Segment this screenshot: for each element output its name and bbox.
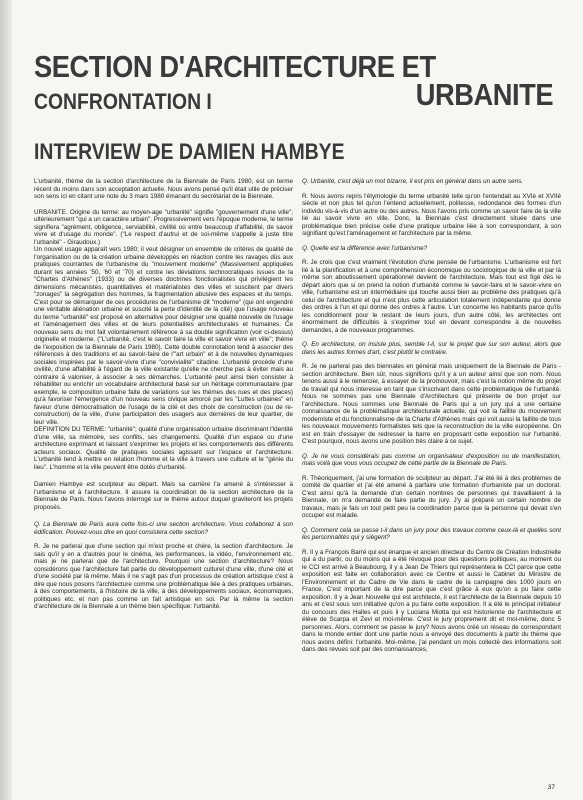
section-title-continued: URBANITE xyxy=(415,77,553,112)
answer-3: R. Je crois que c'est vraiment l'évolution d'une pensée de l'urbanisme. L'urbanisme est fort lié à la planification et à une compréhension économique ou sociologique de la ville et par là même son aboutissement opérationnel devient de l'architecture. Mais tout est figé dès le départ alors que si on prend la notion d'urbanité comme le savoir-faire et le savoir-vivre en ville, l'urbanisme est un intermédiaire qui touche aussi bien au problème des pratiques qu'à celui de l'architecture et qui n'est plus cette articulation totalement indépendante qui donne des ordres à l'un et qui donne des ordres à l'autre. L'un concerne les habitants parce qu'ils les conditionnent pour le restant de leurs jours, d'un autre côté, les architectes ont énormément de difficultés à s'exprimer tout en devant correspondre à de nouvelles demandes, à de nouveaux programmes. xyxy=(302,259,561,334)
page-number: 37 xyxy=(547,784,555,791)
answer-6: R. Il y a François Barré qui est énarque et ancien directeur du Centre de Création Industrielle qui a du partir, ou du moins qui a été révoqué pour des questions politiques, au moment ou le CCI est arrivé à Beaubourg, il y a Jean De Thiers qui représentera le CCI parce que cette exposition est faite en collaboration avec ce Centre et aussi le Cabinet du Ministre de l'Environnement et du Cadre de Vie dans le cadre de la campagne des 1000 jours en France, C'est important de la dire parce que c'est grâce à eux qu'on a pu faire cette exposition. Il y a Jean Nouvelle qui est architecte, il est l'architecte de la Biennale depuis 10 ans et c'est sous son initiative qu'on a pu faire cette exposition. Il a été le principal initiateur du concours des Halles et puis il y Luciana Miotta qui est historienne de l'architecture et élève de Scarpa et Zevi et moi-même. C'est le jury proprement dit et moi-même, donc 5 personnes. Alors, comment se passe le jury? Nous avons créé un réseau de correspondant dans le monde entier dont une partie nous a envoyé des documents à partir du thème que nous avons défini: l'urbanité. Moi-même, j'ai pendant un mois collecté des informations soit dans des revues soit par des connaissances, xyxy=(302,548,561,653)
definition-usage-paragraph: Un nouvel usage apparaît vers 1980; il veut désigner un ensemble de critères de qualité de l'organisation ou de la création urbaine développés en réaction contre les ravages dûs aux pratiques courrantes de l'urbanisme du "mouvement moderne" (Massivement appliquées durant les années '50, '60 et '70) et contre les déviations technocratiques issues de la "Chartes d'Athènes" (1933) ou de diverses doctrines fonctionalistes qui privilégient les dimensions mécanistes, quantitatives et matérialistes des villes et suscitent par divers "zonages" la ségrégation des hommes, la fragmentation abusive des espaces et du temps. C'est pour se démarquer de ces procédures de l'urbanisme dit "moderne" (qui ont engendré une véritable aliénation urbaine et suscité la perte d'identité de la cité) que l'usage nouveau du terme "urbanité" est proposé en alternative pour désigner une qualité nouvelle de l'usage et l'aménagement des villes et de leurs potentialités architecturales et humaines. Ce nouveau sens du mot fait volontairement référence à sa double signification (voir ci-dessus) originelle et moderne. ("L'urbanité, c'est le savoir faire la ville et savoir vivre en ville"; thème de l'exposition de la Biennale de Paris 1980). Cette double connotation tend à associer des références à des traditions et au savoir-faire de l'"art urbain" et à de nouvelles dynamiques sociales inspirées par le savoir-vivre d'une "convivialité" citadine. L'urbanité procède d'une civilité, d'une affabilité à l'égard de la ville existante qu'elle ne cherche pas à éviter mais au contraire à valoriser, à associer à ses démarches. L'urbanité peut ainsi bien consister à réhabiliter ou enrichir un vocabulaire architectural basé sur un héritage communautaire (par exemple, le composition urbaine faite de variations sur les thèmes des rues et des places) qu'à favoriser l'émergence d'un nouveau sens civique amorcé par les "Luttes urbaines" en faveur d'une démocratisation de l'usage de la cité et des choix de construction (ou de re-construction) de la ville, d'une participation des usagers aux dernières de leur quartier, de leur ville. xyxy=(34,246,293,426)
definition-origin-paragraph: URBANITE. Origine du terme: au moyen-age "urbanité" signifie "gouvernement d'une ville"; ultérieurement "qui a un caractère urbain". Progressivement vers l'époque moderne, le terme signifiera "agrément, obligence, serviabilité, civilité où entre beaucoup d'affabilité, de savoir vivre et d'usage du monde". ("Le respect d'autrui et de soi-même s'appelle à juste titre l'urbanité" - Giraudoux.) xyxy=(34,208,293,246)
answer-2: R. Nous avons repris l'étymologie du terme urbanité telle qu'on l'entendait au XVIè et XVIIè siècle et non plus tel qu'on l'entend actuellement, politesse, redondance des formes d'un individu vis-à-vis d'un autre ou des autres. Nous l'avons pris comme un savoir faire de la ville lié au savoir vivre en ville. Donc, la Biennale c'est directement située dans une problématique bien précise celle d'une pratique urbaine liée à son correspondant, à son signifiant qu'est l'aménagement et l'architecture par la même. xyxy=(302,192,561,237)
answer-5: R. Théoriquement, j'ai une formation de sculpteur au départ. J'ai été lié à des problèmes de comité de quartier et j'ai été amené à parfaire une formation d'urbaniste par un doctorat. C'est ainsi qu'à la demande d'un certain nombres de personnes qui travaillaient à la Biennale, on m'a demandé de faire partie du jury. J'y ai préparé un certain nombre de travaux, mais je fais un tout petit peu la coordination parce que la personne qui devait s'en occuper est malade. xyxy=(302,474,561,519)
answer-4: R. Je ne parlerai pas des biennales en général mais uniquement de la Biennale de Paris - section architecture. Bien sûr, nous signifions qu'il y a un auteur ainsi que son nom. Nous tenons aussi à le remercier, à essayer de la promouvoir, mais c'est la notion même du projet de travail qui nous interesse en tant que s'inscrivant dans cette problématique de l'urbanité. Nous ne sommes pas une Biennale d'Architecture qui présente de bon projet sur l'architecture. Nous sommes une Biennale de Paris qui a un jury qui a une certaine connaissance de la problématique architecturale actuelle, qui voit la faillite du mouvement moderniste et du fonctionnalisme de la Charte d'Athènes mais qui voit aussi la faillite de tous les nouveaux mouvements formalistes tels que la reconstruction de la ville européenne. On est en train d'essayer de redresser la barre en proposant cette exposition sur l'urbanité. C'est pourquoi, nous avons une position très claire à ce sujet. xyxy=(302,363,561,445)
question-3: Q. Quelle est la différence avec l'urbanisme? xyxy=(302,244,428,252)
page-binding-shadow xyxy=(0,0,12,800)
bio-paragraph: Damien Hambye est sculpteur au départ. Mais sa carrière l'a amené à s'intéresser à l'urbanisme et à l'architecture. Il assure la coordination de la section architecture de la Biennale de Paris. Nous l'avons interrogé sur le thème autour duquel graviteront les projets proposés. xyxy=(34,481,293,511)
section-title: SECTION D'ARCHITECTURE ET xyxy=(34,49,436,84)
question-1: Q. La Biennale de Paris aura cette fois-ci une section architecture. Vous collaborez à son édification. Pouvez-vous dire en quoi consistera cette section? xyxy=(34,521,293,536)
left-column xyxy=(34,178,293,783)
question-2: Q. Urbanité, c'est déjà un mot bizarre, il est pris en général dans un autre sens. xyxy=(302,178,524,185)
definition-term-paragraph: DEFINITION DU TERME: "urbanité"; qualité d'une organisation urbaine discriminant l'identité d'une ville, sa mémoire, ses conflits, ses changements. Qualité d'un espace ou d'une architecture exprimant et laissant s'exprimer les projets et les comportements des différents acteurs sociaux. Qualité de pratiques sociales agissant sur l'espace et l'architecture. L'urbanité tend à mettre en relation l'homme et la ville à travers une culture et le "génie du lieu". L'homme et la ville peuvent être dotés d'urbanité. xyxy=(34,426,293,471)
right-column xyxy=(302,178,561,783)
answer-1: R. Je ne parlerai que d'une section qui m'est proche et chère, la section d'architecture. Je sais qu'il y en a d'autres pour le cinéma, les performances, la vidéo, l'environnement etc. mais je ne parlerai que de l'architecture. Pourquoi une section d'architecture? Nous considérons que l'architecture fait partie du développement culturel d'une ville, d'une cité et d'une société par là même. Mais il ne s'agit pas d'un processus de création artistique c'est à dire que nous posons l'architecture comme une problématique liée à des pratiques urbaines, à des comportements, à l'histoire de la ville, à des développements sociaux, économiques, politiques etc. et non pas comme un fait artistique en soi. Par là même la section d'architecture de la Biennale a un thème bien spécifique: l'urbanité. xyxy=(34,543,293,610)
intro-paragraph: L'urbanité, thème de la section d'architecture de la Biennale de Paris 1980, est un terme récent du moins dans son acceptation actuelle. Nous avons pensé qu'il était utile de préciser son sens ici en citant une note du 3 mars 1980 émanant du secrétariat de la Biennale. xyxy=(34,178,293,200)
subtitle: CONFRONTATION I xyxy=(34,89,212,114)
question-5: Q. Je ne vous considérais pas comme un organisateur d'exposition ou de manifestation, mais voilà que vous vous occupez de cette partie de la Biennale de Paris. xyxy=(302,452,561,467)
question-4: Q. En architecture, on insiste plus, semble t-il, sur le projet que sur son auteur, alors que dans les autres formes d'art, c'est plutôt le contraire. xyxy=(302,341,561,356)
question-6: Q. Comment cela se passe t-il dans un jury pour des travaux comme ceux-là et quelles sont les personnalités qui y siègent? xyxy=(302,526,561,541)
interview-heading: INTERVIEW DE DAMIEN HAMBYE xyxy=(34,139,345,164)
